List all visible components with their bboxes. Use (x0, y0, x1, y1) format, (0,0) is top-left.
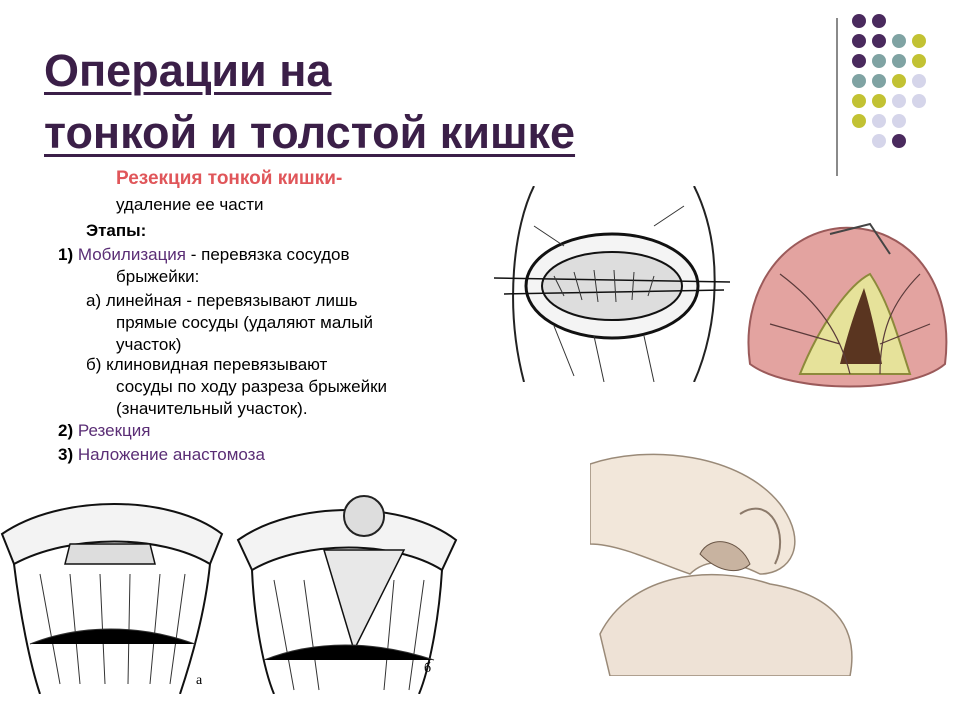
stage-1-name: Мобилизация (77, 245, 187, 264)
decor-dot (872, 34, 886, 48)
figure-mesentery-a (0, 494, 224, 694)
decor-dot (872, 94, 886, 108)
decor-divider (836, 18, 838, 176)
stages-label: Этапы: (86, 221, 147, 240)
term-definition: удаление ее части (116, 195, 264, 214)
stage-1-number: 1) (58, 245, 74, 264)
decor-dot (852, 114, 866, 128)
sub-b-line2: сосуды по ходу разреза брыжейки (116, 377, 388, 396)
slide-title-line1: Операции на (44, 45, 332, 96)
decor-dot (892, 134, 906, 148)
decor-dot (892, 114, 906, 128)
stage-2-number: 2) (58, 421, 74, 440)
stage-2-name: Резекция (77, 421, 151, 440)
slide-title (44, 40, 764, 164)
figure-hand-manipulation (590, 444, 870, 676)
stage-1-desc: - перевязка сосудов (186, 245, 350, 264)
decor-dot (852, 94, 866, 108)
stage-1-desc-cont: брыжейки: (116, 267, 200, 286)
stage-1 (58, 244, 350, 266)
sub-a-line3: участок) (116, 335, 182, 354)
decor-dot (872, 14, 886, 28)
decor-dot (852, 34, 866, 48)
decor-dot (912, 34, 926, 48)
decor-dot (912, 54, 926, 68)
sub-a-line1: а) линейная - перевязывают лишь (86, 291, 358, 310)
figure-mesentery-b (234, 490, 460, 694)
slide-title-line2: тонкой и толстой кишке (44, 107, 576, 158)
figure-a-label: а (196, 673, 203, 688)
decor-dot (852, 14, 866, 28)
stage-3-number: 3) (58, 445, 74, 464)
decor-dot (912, 74, 926, 88)
figure-b-label: б (424, 661, 432, 676)
decor-dot (852, 74, 866, 88)
decor-dot (892, 34, 906, 48)
figure-anastomosis-color (740, 214, 960, 396)
sub-b-line1: б) клиновидная перевязывают (86, 355, 328, 374)
decor-dot (872, 114, 886, 128)
decor-dot (852, 54, 866, 68)
decor-dot (892, 54, 906, 68)
decor-dot (872, 134, 886, 148)
decor-dot (912, 94, 926, 108)
decor-dot (892, 74, 906, 88)
term-heading: Резекция тонкой кишки- (116, 168, 343, 189)
stage-3 (58, 444, 265, 466)
decor-dot (872, 54, 886, 68)
sub-b-line3: (значительный участок). (116, 399, 308, 418)
stage-2 (58, 420, 150, 442)
decor-dot (892, 94, 906, 108)
stage-3-name: Наложение анастомоза (77, 445, 265, 464)
sub-a-line2: прямые сосуды (удаляют малый (116, 313, 373, 332)
figure-suture-drawing (494, 186, 730, 382)
decor-dot (872, 74, 886, 88)
